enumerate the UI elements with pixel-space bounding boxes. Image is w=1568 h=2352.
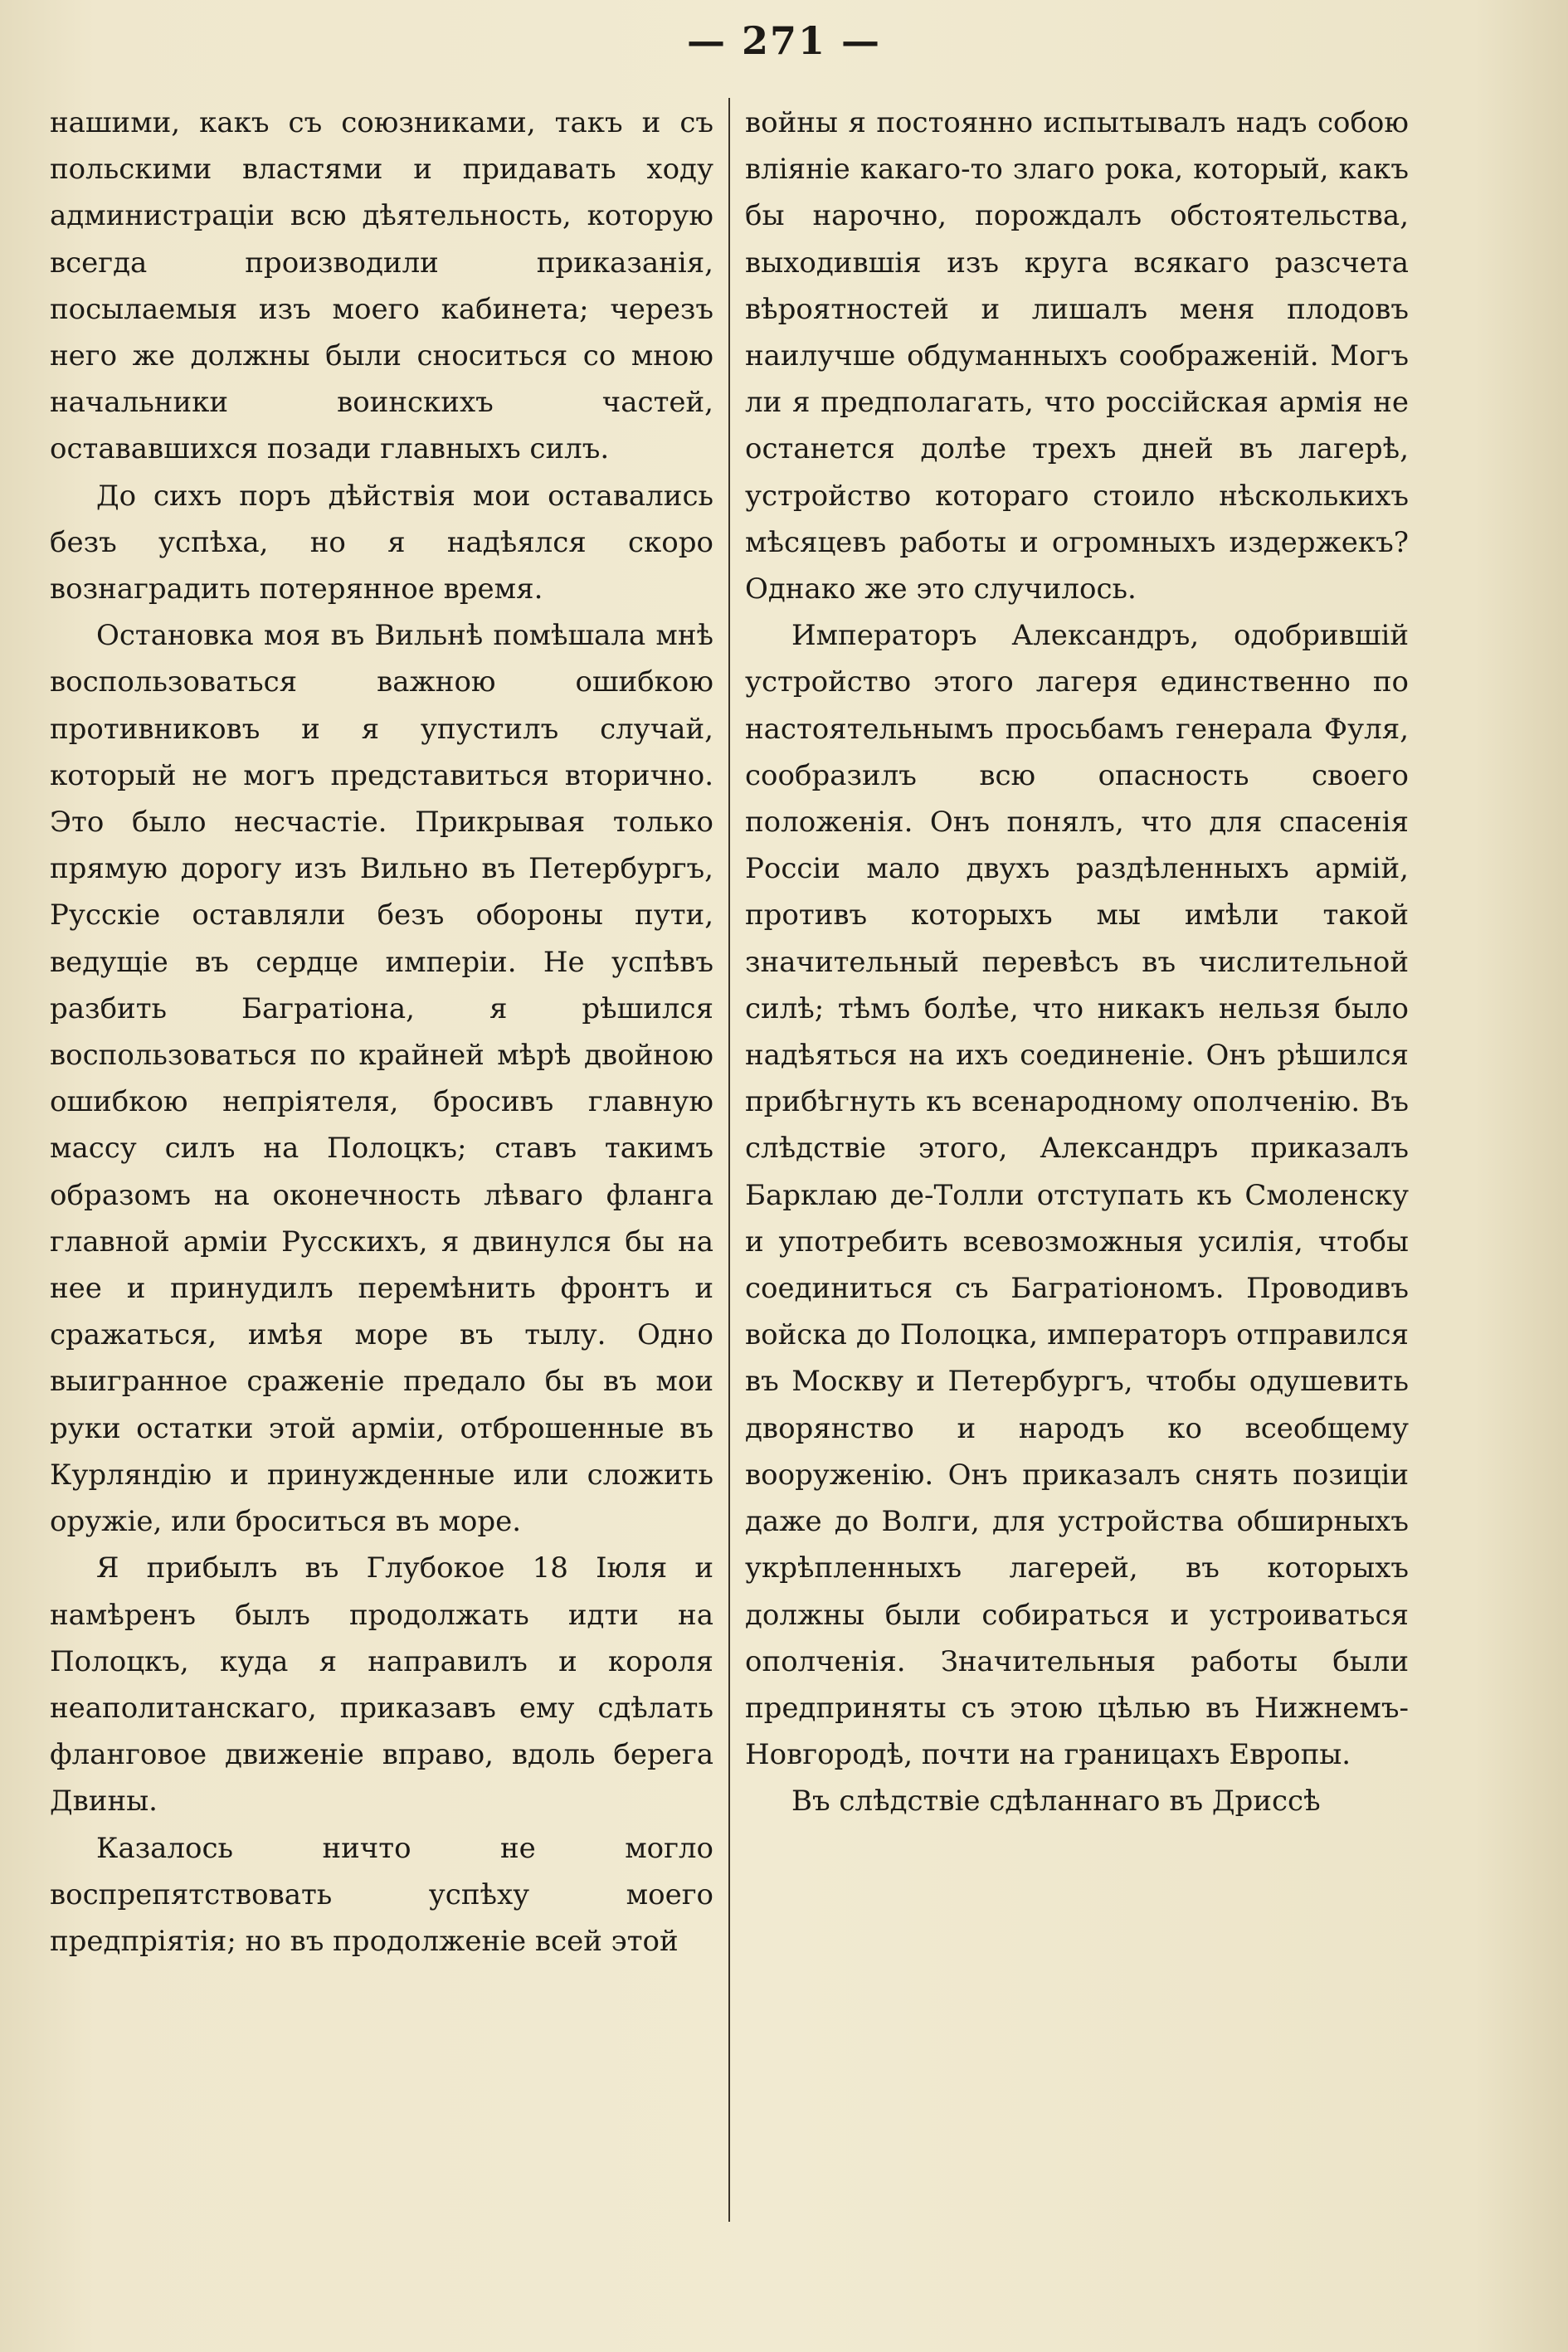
paragraph: нашими, какъ съ союзниками, такъ и съ польскими властями и придавать ходу администраціи всю дѣятельность, которую всегда производили приказанія, посылаемыя изъ моего кабинета; черезъ него же должны были сноситься со мною начальники воинскихъ частей, остававшихся позади главныхъ силъ. <box>50 106 713 466</box>
paragraph: Императоръ Александръ, одобрившій устройство этого лагеря единственно по настоятельнымъ просьбамъ генерала Фуля, сообразилъ всю опасность своего положенія. Онъ понялъ, что для спасенія Россіи мало двухъ раздѣленныхъ армій, противъ которыхъ мы имѣли такой значительный перевѣсъ въ числительной силѣ; тѣмъ болѣе, что никакъ нельзя было надѣяться на ихъ соединеніе. Онъ рѣшился прибѣгнуть къ всенародному ополченію. Въ слѣдствіе этого, Александръ приказалъ Барклаю де-Толли отступать къ Смоленску и употребить всевозможныя усилія, чтобы соединиться съ Багратіономъ. Проводивъ войска до Полоцка, императоръ отправился въ Москву и Петербургъ, чтобы одушевить дворянство и народъ ко всеобщему вооруженію. Онъ приказалъ снять позиціи даже до Волги, для устройства обширныхъ укрѣпленныхъ лагерей, въ которыхъ должны были собираться и устроиваться ополченія. Значительныя работы были предприняты съ этою цѣлью въ Нижнемъ-Новгородѣ, почти на границахъ Европы. <box>745 619 1409 1772</box>
column-divider <box>728 98 730 2222</box>
right-column <box>745 100 1409 1825</box>
page-number: — 271 — <box>686 18 882 63</box>
paragraph: Я прибылъ въ Глубокое 18 Іюля и намѣренъ былъ продолжать идти на Полоцкъ, куда я направилъ и короля неаполитанскаго, приказавъ ему сдѣлать фланговое движеніе вправо, вдоль берега Двины. <box>50 1551 713 1819</box>
paragraph: До сихъ поръ дѣйствія мои оставались безъ успѣха, но я надѣялся скоро вознаградить потерянное время. <box>50 479 713 606</box>
paragraph: Казалось ничто не могло воспрепятствовать успѣху моего предпріятія; но въ продолженіе всей этой <box>50 1831 713 1958</box>
paragraph: Въ слѣдствіе сдѣланнаго въ Дриссѣ <box>791 1785 1321 1819</box>
paragraph: войны я постоянно испытывалъ надъ собою вліяніе какаго-то злаго рока, который, какъ бы нарочно, порождалъ обстоятельства, выходившія изъ круга всякаго разсчета вѣроятностей и лишалъ меня плодовъ наилучше обдуманныхъ соображеній. Могъ ли я предполагать, что россійская армія не останется долѣе трехъ дней въ лагерѣ, устройство котораго стоило нѣсколькихъ мѣсяцевъ работы и огромныхъ издержекъ? Однако же это случилось. <box>745 106 1409 606</box>
left-column <box>50 100 713 1965</box>
paragraph: Остановка моя въ Вильнѣ помѣшала мнѣ воспользоваться важною ошибкою противниковъ и я упустилъ случай, который не могъ представиться вторично. Это было несчастіе. Прикрывая только прямую дорогу изъ Вильно въ Петербургъ, Русскіе оставляли безъ обороны пути, ведущіе въ сердце имперіи. Не успѣвъ разбить Багратіона, я рѣшился воспользоваться по крайней мѣрѣ двойною ошибкою непріятеля, бросивъ главную массу силъ на Полоцкъ; ставъ такимъ образомъ на оконечность лѣваго фланга главной арміи Русскихъ, я двинулся бы на нее и принудилъ перемѣнить фронтъ и сражаться, имѣя море въ тылу. Одно выигранное сраженіе предало бы въ мои руки остатки этой арміи, отброшенные въ Курляндію и принужденные или сложить оружіе, или броситься въ море. <box>50 619 713 1539</box>
